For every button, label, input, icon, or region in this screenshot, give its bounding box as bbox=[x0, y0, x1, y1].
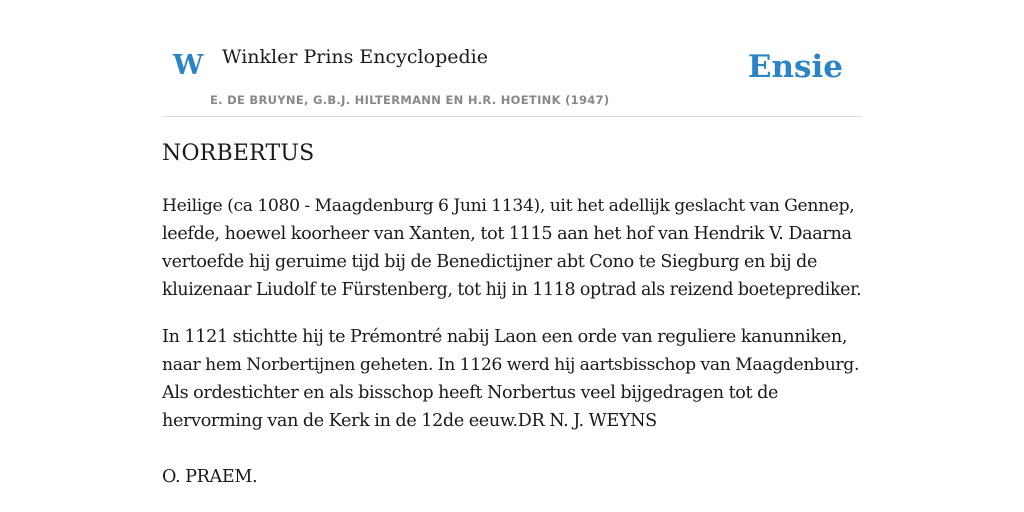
article-paragraph bbox=[162, 192, 862, 304]
paragraph-line: leefde, hoewel koorheer van Xanten, tot 1115 aan het hof van Hendrik V. Daarna bbox=[162, 224, 852, 244]
ensie-logo-link[interactable]: Ensie bbox=[747, 49, 843, 85]
book-authors: E. DE BRUYNE, G.B.J. HILTERMANN EN H.R. HOETINK (1947) bbox=[210, 93, 610, 107]
paragraph-line: kluizenaar Liudolf te Fürstenberg, tot hij in 1118 optrad als reizend boeteprediker. bbox=[162, 280, 862, 300]
page bbox=[162, 0, 862, 512]
entry-title: NORBERTUS bbox=[162, 141, 315, 166]
paragraph-line: Heilige (ca 1080 - Maagdenburg 6 Juni 1134), uit het adellijk geslacht van Gennep, bbox=[162, 196, 855, 216]
book-header bbox=[162, 0, 862, 117]
book-title: Winkler Prins Encyclopedie bbox=[222, 46, 488, 68]
article-paragraph bbox=[162, 463, 862, 491]
paragraph-line: naar hem Norbertijnen geheten. In 1126 werd hij aartsbisschop van Maagdenburg. bbox=[162, 355, 860, 375]
article-paragraph bbox=[162, 323, 862, 435]
paragraph-line: Als ordestichter en als bisschop heeft Norbertus veel bijgedragen tot de bbox=[162, 383, 779, 403]
book-logo-link[interactable]: W bbox=[173, 50, 204, 81]
paragraph-line: In 1121 stichtte hij te Prémontré nabij Laon een orde van reguliere kanunniken, bbox=[162, 327, 848, 347]
paragraph-line: O. PRAEM. bbox=[162, 467, 258, 487]
paragraph-line: hervorming van de Kerk in de 12de eeuw.DR N. J. WEYNS bbox=[162, 411, 657, 431]
paragraph-line: vertoefde hij geruime tijd bij de Benedictijner abt Cono te Siegburg en bij de bbox=[162, 252, 818, 272]
